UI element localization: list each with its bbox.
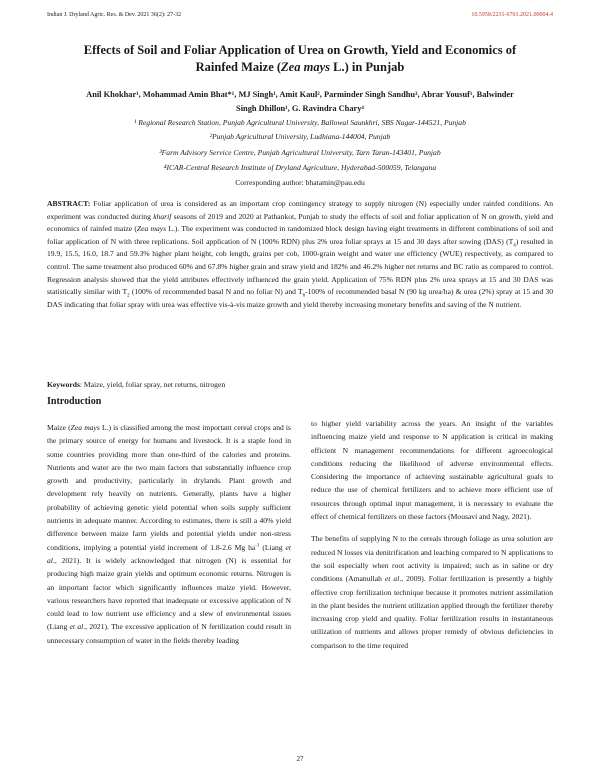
intro-paragraph — [311, 532, 553, 652]
title-line-2-post: L.) in Punjab — [330, 60, 405, 74]
section-heading-introduction: Introduction — [47, 396, 102, 407]
doi-link[interactable]: 10.5958/2231-6701.2021.00004.4 — [471, 12, 553, 18]
keywords-label: Keywords — [47, 380, 80, 389]
title-line-2-pre: Rainfed Maize ( — [195, 60, 282, 74]
intro-paragraph — [47, 421, 291, 647]
text-run: L.) is classified among the most important cereal crops and is the primary source of energy for humans and livestock. It is a staple food in some countries providing more than one-third of the calories and proteins. Nutrients and water are the two main factors that substantially influence crop growth and productivity, particularly in drylands. Plant growth and development rely heavily on nutrients. Generally, plants have a higher probability of achieving genetic yield potential when soils supply sufficient nutrients in adequate manner. According to estimates, there is still a 40% yield difference between maize farm yields and potential yields under non-stress conditions, implying a potential yield increment of 1.8-2.6 Mg ha — [47, 423, 291, 552]
abstract-subscript: 4 — [513, 243, 516, 249]
abstract-text: Foliar application of urea is considered as an important crop contingency strategy to supply nitrogen (N) especially under rainfed conditions. An experiment was conducted during — [47, 199, 553, 221]
abstract-italic: Zea mays — [136, 224, 167, 234]
italic-run: et al — [69, 622, 84, 632]
title-line-1: Effects of Soil and Foliar Application of Urea on Growth, Yield and Economics of — [83, 43, 517, 57]
text-run: ., 2021). The excessive application of N fertilization could result in unnecessary consumption of water in the fields thereby leading — [47, 622, 291, 645]
italic-run: et al — [47, 542, 291, 565]
title-species: Zea mays — [281, 60, 330, 74]
abstract-text: L.). The experiment was conducted in randomized block design having eight treatments in different combinations of soil and foliar application of N with three replications. Soil application of N (100% RDN) plus 2% urea foliar sprays at 15 and 30 days after sowing (DAS) (T — [47, 224, 553, 246]
italic-run: Zea mays — [70, 423, 100, 432]
keywords — [47, 380, 553, 389]
text-run: ., 2009). Foliar fertilization is presently a highly effective crop fertilization technique because it promotes nutrient assimilation in the plant besides the nutrient utilization applied through the fertilizer thereby increasing crop yield and quality. Foliar fertilization results in instantaneous utilization of nutrients and allows proper remedy of obvious deficiencies in comparison to the time required — [311, 574, 553, 650]
corresponding-author: Corresponding author: bhatamin@pau.edu — [235, 178, 365, 187]
abstract-text: seasons of 2019 and 2020 at Pathankot, Punjab to study the effects of soil and foliar application of N on growth, yield and economics of rainfed maize ( — [47, 211, 553, 234]
italic-run: et al — [384, 574, 400, 584]
paper-title — [40, 42, 560, 76]
abstract-italic: kharif — [153, 211, 172, 221]
affiliation-4: ⁴ICAR-Central Research Institute of Dryland Agriculture, Hyderabad-500059, Telangana — [163, 163, 437, 172]
intro-right-column — [311, 417, 553, 652]
page-number: 27 — [296, 755, 304, 763]
abstract — [47, 198, 553, 311]
affiliation-1: ¹ Regional Research Station, Punjab Agricultural University, Ballowal Saunkhri, SBS Nagar-144521, Punjab — [134, 118, 466, 127]
authors-line-1: Anil Khokhar¹, Mohammad Amin Bhat*¹, MJ Singh¹, Amit Kaul², Parminder Singh Sandhu³, Abrar Yousuf¹, Balwinder — [86, 90, 514, 99]
abstract-text: -100% of recommended basal N (90 kg urea/ha) & urea (2%) spray at 15 and 30 DAS indicating that foliar spray with urea was effective vis-à-vis maize growth and yield thereby increasing monetary benefits and saving of the N nutrient. — [47, 287, 553, 309]
author-list — [58, 88, 542, 116]
superscript: -1 — [255, 543, 260, 549]
text-run: (Liang — [259, 542, 286, 552]
affiliation-2: ²Punjab Agricultural University, Ludhiana-144004, Punjab — [209, 132, 391, 141]
text-run: Maize ( — [47, 423, 71, 432]
abstract-subscript: 2 — [127, 293, 130, 299]
abstract-subscript: 6 — [302, 293, 306, 299]
abstract-text: ) resulted in 19.9, 15.5, 16.0, 18.7 and 59.3% higher plant height, cob length, grains per cob, 1000-grain weight and water use efficiency (WUE) respectively, as compared to control. The same treatment also produced 60% and 67.8% higher grain and straw yield and 182% and 46.2% higher net returns and BC ratio as compared to control. Regression analysis showed that the yield attributes effectively influenced the grain yield. Application of 75% RDN plus 2% urea sprays at 15 and 30 DAS was statistically similar with T — [47, 236, 553, 297]
abstract-label: ABSTRACT: — [47, 199, 91, 208]
intro-paragraph: to higher yield variability across the years. An insight of the variables influencing maize yield and response to N application is critical in making efficient N management recommendations for different agroecological conditions reducing the likelihood of adverse environmental effects. Considering the importance of achieving sustainable agricultural goals to reduce the use of chemical fertilizers and to achieve more efficient use of resources through optimal input management, it is necessary to evaluate the effect of chemical fertilizers on these factors (Mousavi and Nagy, 2021). — [311, 419, 553, 522]
authors-line-2: Singh Dhillon¹, G. Ravindra Chary⁴ — [236, 104, 364, 113]
abstract-text: (100% of recommended basal N and no foliar N) and T — [129, 287, 303, 297]
intro-left-column — [47, 421, 291, 647]
affiliation-3: ³Farm Advisory Service Centre, Punjab Agricultural University, Tarn Taran-143401, Punjab — [159, 148, 441, 157]
keywords-text: : Maize, yield, foliar spray, net returns, nitrogen — [79, 380, 226, 389]
text-run: The benefits of supplying N to the cereals through foliage as urea solution are reduced N losses via denitrification and leaching compared to N applications to the soil especially when root activity is impaired; such as in saline or dry conditions (Amanullah — [311, 534, 553, 584]
journal-citation: Indian J. Dryland Agric. Res. & Dev. 2021 36(2): 27-32 — [47, 12, 182, 18]
text-run: ., 2021). It is widely acknowledged that nitrogen (N) is essential for producing high maize grain yields and optimum economic returns. Nitrogen is an important factor which significantly influences maize yield. However, various researchers have reported that inadequate or excessive application of N could lead to low nutrient use efficiency and a slew of environmental issues (Liang — [47, 555, 291, 632]
